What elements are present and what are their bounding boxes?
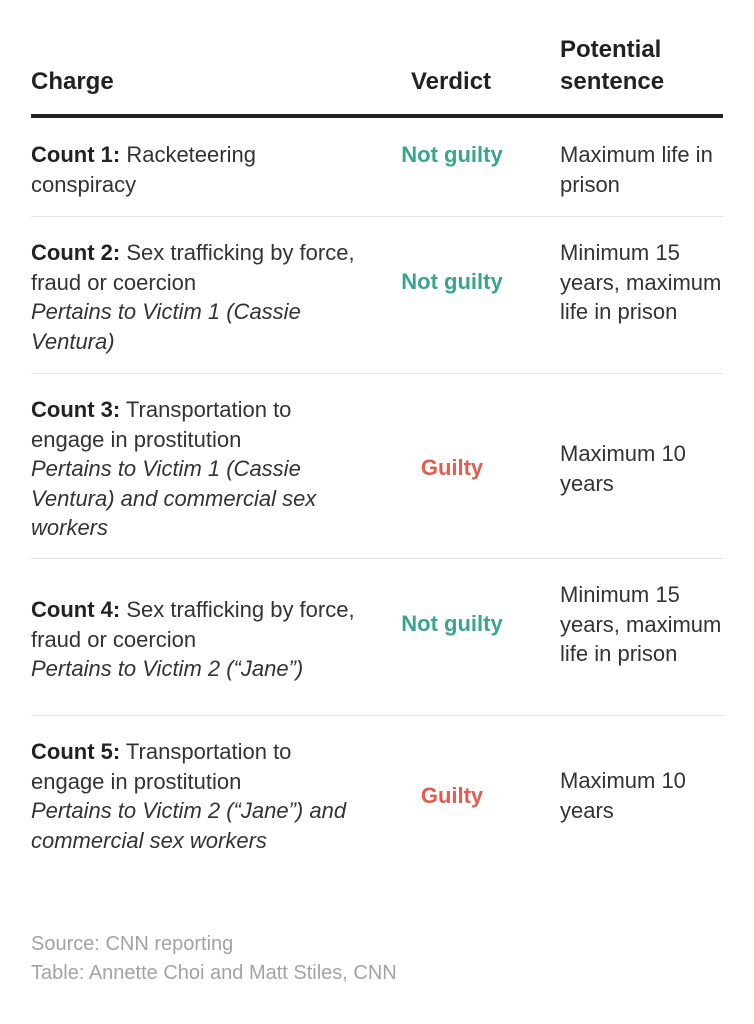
charge-cell xyxy=(31,395,361,543)
count-label: Count 4: xyxy=(31,597,121,622)
column-header-verdict: Verdict xyxy=(411,68,492,95)
charge-cell xyxy=(31,140,361,199)
verdict-cell: Guilty xyxy=(420,783,484,808)
footer-credits xyxy=(31,930,397,988)
victim-note: Pertains to Victim 2 (“Jane”) xyxy=(31,656,304,681)
column-header-sentence-line2: sentence xyxy=(560,68,665,95)
verdict-cell: Guilty xyxy=(420,455,484,480)
charge-cell xyxy=(31,737,361,855)
table-row xyxy=(31,395,723,558)
sentence-cell: Maximum 10 years xyxy=(560,441,686,496)
charge-description: Transportation to engage in prostitution xyxy=(31,397,292,452)
sentence-cell: Minimum 15 years, maximum life in prison xyxy=(560,240,722,324)
charge-description: Sex trafficking by force, fraud or coercion xyxy=(31,240,355,295)
table-row xyxy=(31,238,723,373)
sentence-cell: Maximum 10 years xyxy=(560,768,686,823)
count-label: Count 2: xyxy=(31,240,121,265)
header-divider xyxy=(31,114,723,118)
table-credit: Table: Annette Choi and Matt Stiles, CNN xyxy=(31,962,397,984)
table-row xyxy=(31,580,723,715)
count-label: Count 3: xyxy=(31,397,121,422)
column-header-sentence-line1: Potential xyxy=(560,36,662,63)
source-note: Source: CNN reporting xyxy=(31,933,234,955)
victim-note: Pertains to Victim 1 (Cassie Ventura) xyxy=(31,299,301,354)
row-divider xyxy=(31,715,723,716)
charge-cell xyxy=(31,595,361,684)
charge-cell xyxy=(31,238,361,356)
table-row xyxy=(31,140,723,216)
sentence-cell: Minimum 15 years, maximum life in prison xyxy=(560,582,722,666)
row-divider xyxy=(31,373,723,374)
verdict-cell: Not guilty xyxy=(401,611,503,636)
charge-description: Transportation to engage in prostitution xyxy=(31,739,292,794)
charge-description: Racketeering conspiracy xyxy=(31,142,256,197)
count-label: Count 1: xyxy=(31,142,121,167)
table-row xyxy=(31,737,723,867)
column-header-sentence xyxy=(560,34,720,98)
row-divider xyxy=(31,216,723,217)
verdict-cell: Not guilty xyxy=(401,269,503,294)
charge-description: Sex trafficking by force, fraud or coercion xyxy=(31,597,355,652)
column-header-charge: Charge xyxy=(31,68,114,95)
sentence-cell: Maximum life in prison xyxy=(560,142,713,197)
table-header xyxy=(31,34,723,114)
verdict-cell: Not guilty xyxy=(401,142,503,167)
count-label: Count 5: xyxy=(31,739,121,764)
victim-note: Pertains to Victim 2 (“Jane”) and commercial sex workers xyxy=(31,798,347,853)
row-divider xyxy=(31,558,723,559)
victim-note: Pertains to Victim 1 (Cassie Ventura) and commercial sex workers xyxy=(31,456,317,540)
